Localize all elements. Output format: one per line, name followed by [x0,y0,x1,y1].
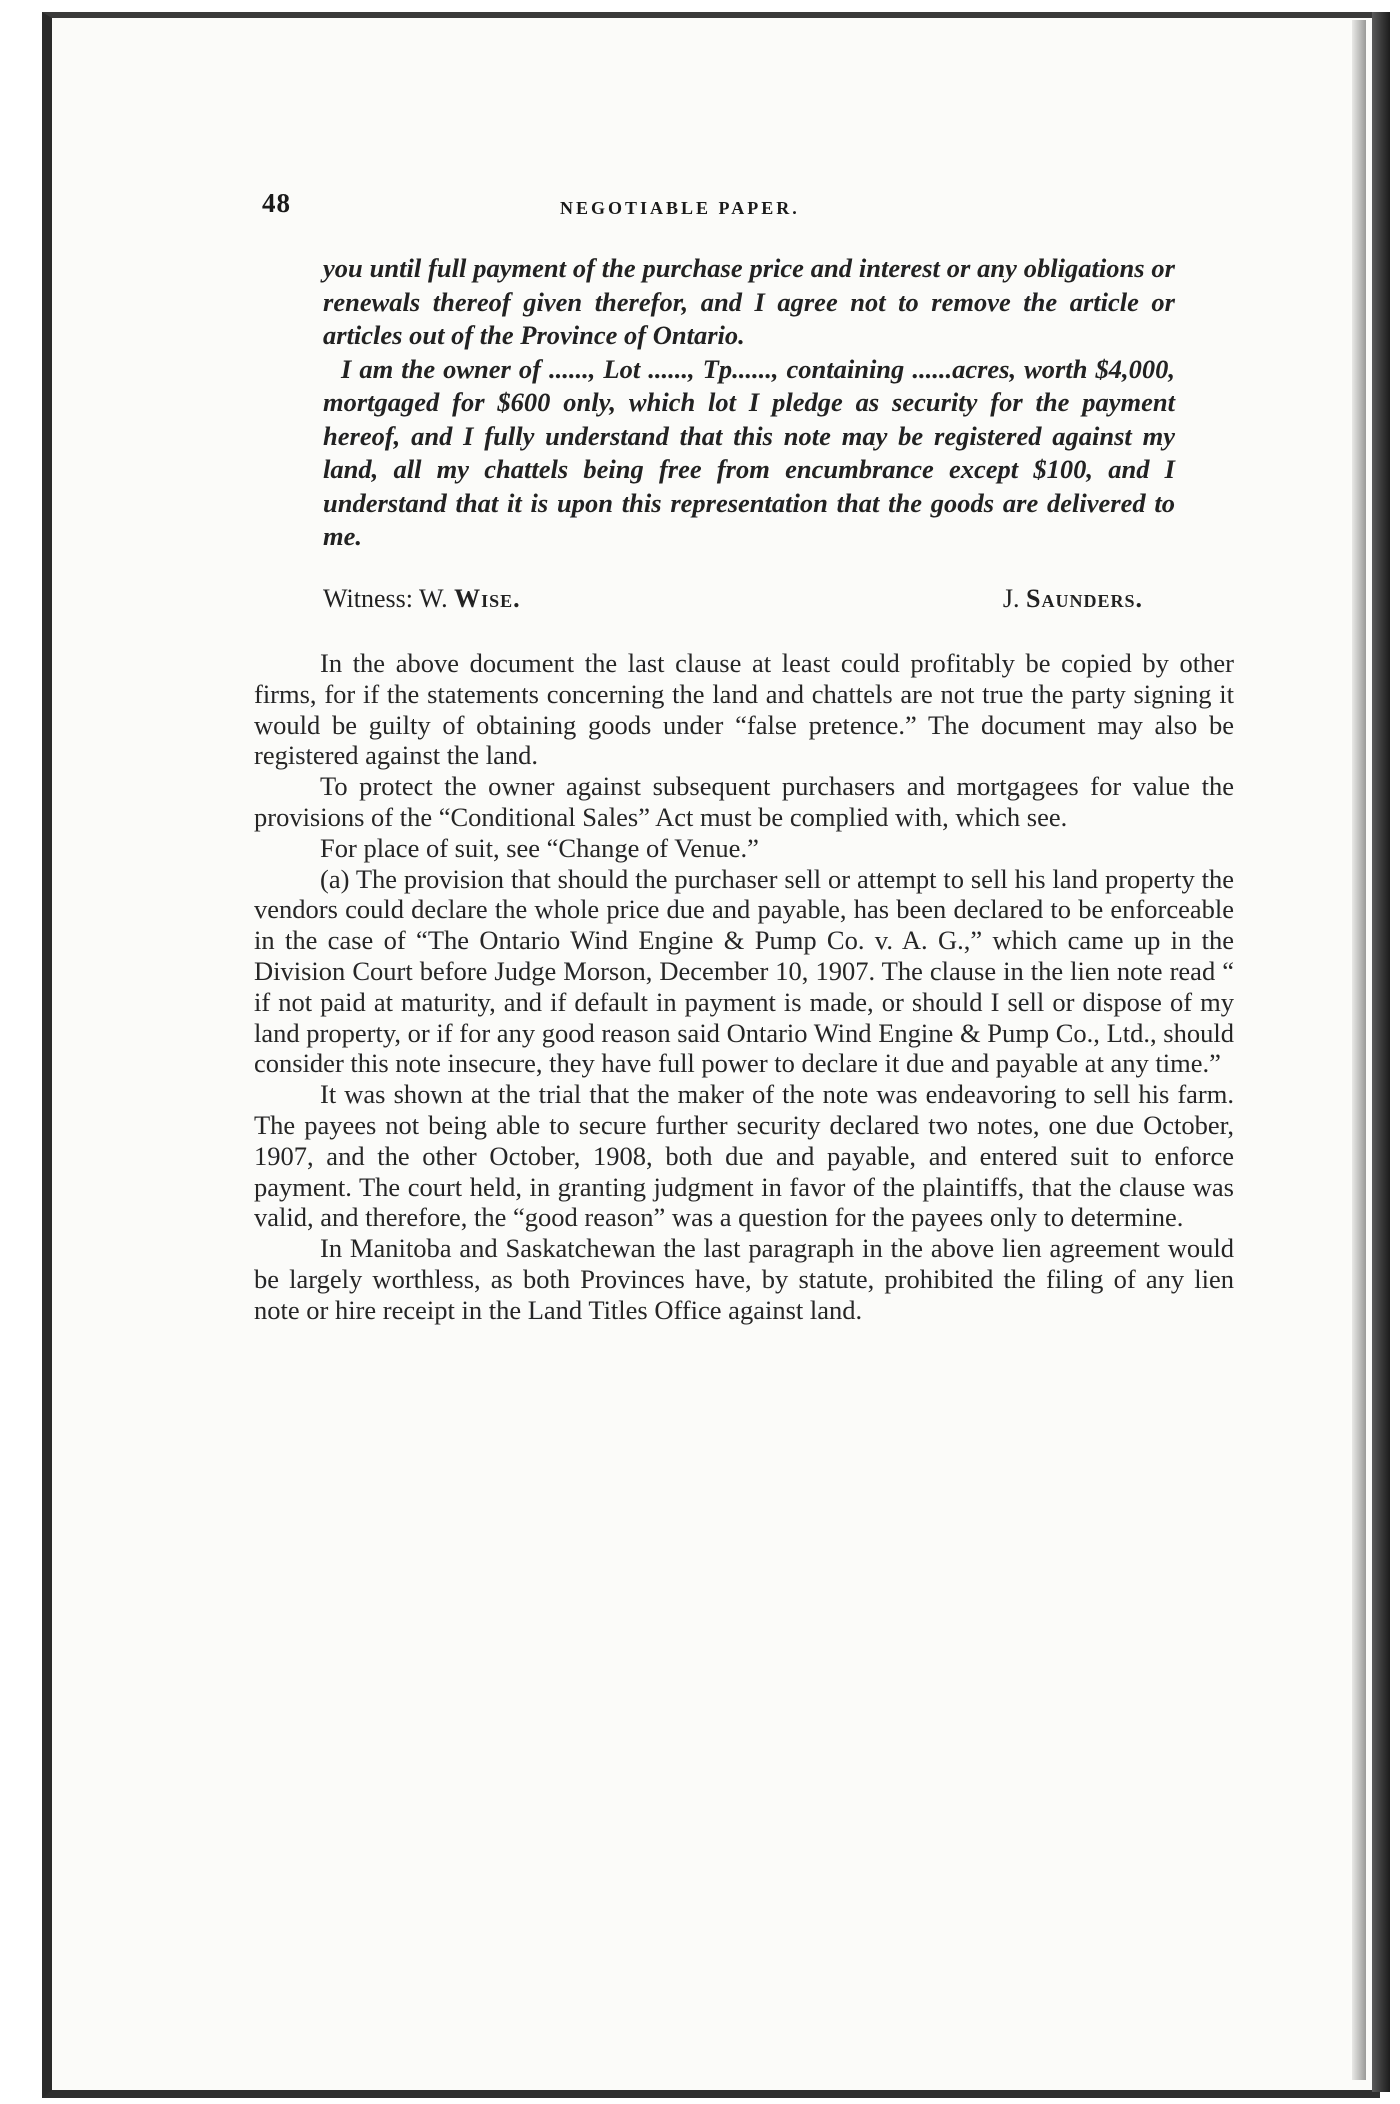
signer [1003,584,1143,614]
quote-paragraph: I am the owner of ......, Lot ......, Tp......, containing ......acres, worth $4,000, mortgaged for $600 only, which lot I pledge as security for the payment hereof, and I fully understand that this note may be registered against my land, all my chattels being free from encumbrance except $100, and I understand that it is upon this representation that the goods are delivered to me. [323,353,1175,551]
body-paragraph: To protect the owner against subsequent purchasers and mortgagees for value the provisions of the “Conditional Sales” Act must be complied with, which see. [254,771,1234,832]
body-paragraph: It was shown at the trial that the maker of the note was endeavoring to sell his farm. The payees not being able to secure further security declared two notes, one due October, 1907, and the other October, 1908, both due and payable, and entered suit to enforce payment. The court held, in granting judgment in favor of the plaintiffs, that the clause was valid, and therefore, the “good reason” was a question for the payees only to determine. [254,1079,1234,1233]
body-paragraph: In the above document the last clause at least could profitably be copied by other firms, for if the statements concerning the land and chattels are not true the party signing it would be guilty of obtaining goods under “false pretence.” The document may also be registered against the land. [254,648,1234,771]
signer-initial: J. [1002,584,1020,613]
lien-note-quote [323,252,1175,554]
body-paragraph: For place of suit, see “Change of Venue.” [320,832,759,863]
body-text [254,648,1234,1326]
binding-edge [1372,12,1390,2092]
signature-line [323,584,1143,614]
witness-name: Wise. [454,584,521,613]
body-paragraph: (a) The provision that should the purchaser sell or attempt to sell his land property the vendors could declare the whole price due and payable, has been declared to be enforceable in the case of “The Ontario Wind Engine & Pump Co. v. A. G.,” which came up in the Division Court before Judge Morson, December 10, 1907. The clause in the lien note read “ if not paid at maturity, and if default in payment is made, or should I sell or dispose of my land property, or if for any good reason said Ontario Wind Engine & Pump Co., Ltd., should consider this note insecure, they have full power to declare it due and payable at any time.” [254,863,1234,1079]
body-paragraph: In Manitoba and Saskatchewan the last paragraph in the above lien agreement would be largely worthless, as both Provinces have, by statute, prohibited the filing of any lien note or hire receipt in the Land Titles Office against land. [254,1233,1234,1325]
witness [323,584,521,614]
witness-label: Witness: W. [323,584,448,613]
quote-paragraph: you until full payment of the purchase price and interest or any obligations or renewals thereof given therefor, and I agree not to remove the article or articles out of the Province of Ontario. [323,253,1175,350]
page-number: 48 [262,188,291,218]
running-title: NEGOTIABLE PAPER. [560,198,800,218]
page-edge-shadow [1352,20,1366,2080]
signer-name: Saunders. [1026,584,1143,613]
